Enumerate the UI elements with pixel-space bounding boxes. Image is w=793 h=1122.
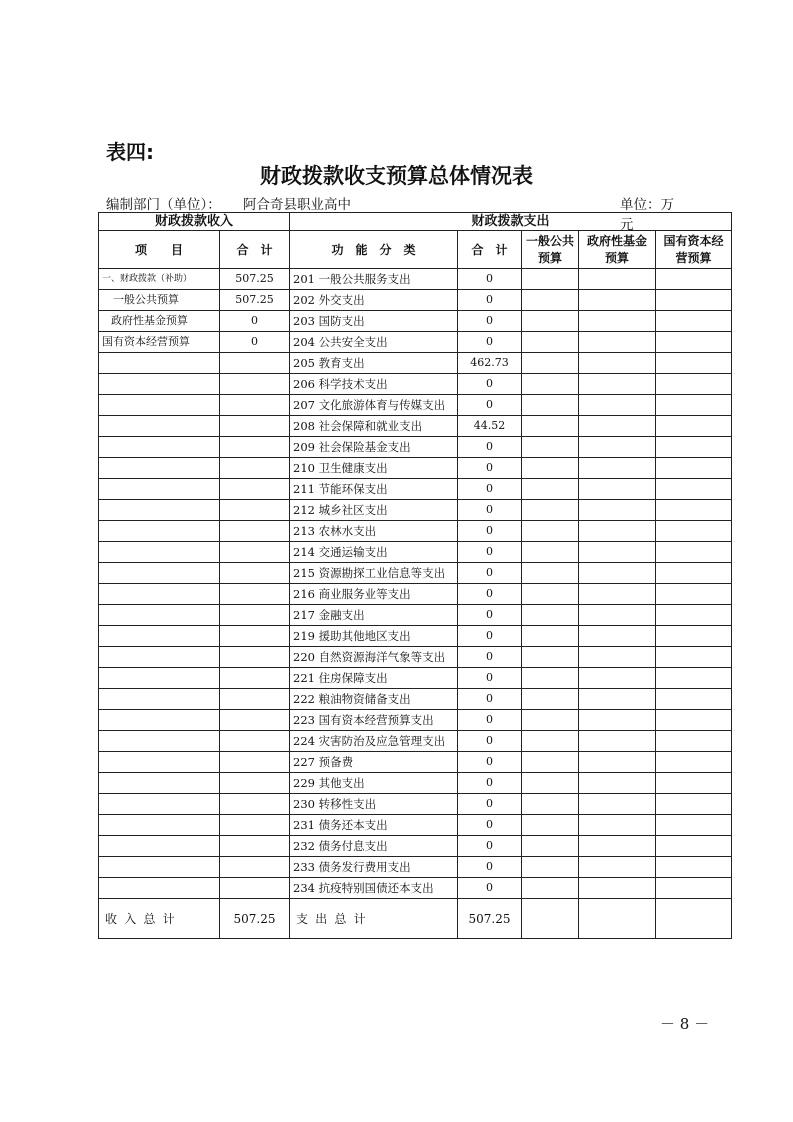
general-budget-cell bbox=[522, 311, 579, 332]
income-item-cell bbox=[99, 794, 220, 815]
general-budget-cell bbox=[522, 269, 579, 290]
function-class-cell: 231 债务还本支出 bbox=[290, 815, 458, 836]
table-row bbox=[99, 437, 732, 458]
income-item-cell bbox=[99, 773, 220, 794]
expense-amount-cell: 0 bbox=[458, 479, 522, 500]
function-class-cell: 209 社会保险基金支出 bbox=[290, 437, 458, 458]
state-capital-cell bbox=[656, 437, 732, 458]
table-row bbox=[99, 395, 732, 416]
gov-fund-cell bbox=[579, 626, 656, 647]
table-row bbox=[99, 857, 732, 878]
expense-amount-cell: 0 bbox=[458, 794, 522, 815]
expense-amount-cell: 0 bbox=[458, 437, 522, 458]
page-title: 财政拨款收支预算总体情况表 bbox=[260, 164, 533, 188]
general-budget-cell bbox=[522, 500, 579, 521]
general-budget-cell bbox=[522, 332, 579, 353]
table-row bbox=[99, 815, 732, 836]
state-capital-cell bbox=[656, 395, 732, 416]
income-amount-cell bbox=[220, 437, 290, 458]
expense-amount-cell: 44.52 bbox=[458, 416, 522, 437]
gov-fund-cell bbox=[579, 710, 656, 731]
gov-fund-cell bbox=[579, 731, 656, 752]
expense-amount-cell: 0 bbox=[458, 332, 522, 353]
table-row bbox=[99, 458, 732, 479]
income-item-cell bbox=[99, 521, 220, 542]
state-capital-cell bbox=[656, 794, 732, 815]
income-item-cell: 国有资本经营预算 bbox=[99, 332, 220, 353]
table-row bbox=[99, 500, 732, 521]
state-capital-cell bbox=[656, 689, 732, 710]
general-budget-cell bbox=[522, 437, 579, 458]
table-row bbox=[99, 563, 732, 584]
state-capital-cell bbox=[656, 416, 732, 437]
income-amount-cell bbox=[220, 836, 290, 857]
header-item: 项 目 bbox=[99, 231, 220, 269]
income-item-cell bbox=[99, 815, 220, 836]
function-class-cell: 220 自然资源海洋气象等支出 bbox=[290, 647, 458, 668]
gov-fund-cell bbox=[579, 542, 656, 563]
function-class-cell: 229 其他支出 bbox=[290, 773, 458, 794]
gov-fund-cell bbox=[579, 815, 656, 836]
general-budget-cell bbox=[522, 458, 579, 479]
function-class-cell: 232 债务付息支出 bbox=[290, 836, 458, 857]
function-class-cell: 230 转移性支出 bbox=[290, 794, 458, 815]
gov-fund-cell bbox=[579, 311, 656, 332]
income-amount-cell bbox=[220, 416, 290, 437]
function-class-cell: 212 城乡社区支出 bbox=[290, 500, 458, 521]
totals-row bbox=[99, 899, 732, 939]
general-budget-cell bbox=[522, 773, 579, 794]
income-item-cell bbox=[99, 437, 220, 458]
table-row bbox=[99, 794, 732, 815]
table-row bbox=[99, 542, 732, 563]
state-capital-cell bbox=[656, 521, 732, 542]
dept-name: 阿合奇县职业高中 bbox=[243, 197, 351, 213]
function-class-cell: 223 国有资本经营预算支出 bbox=[290, 710, 458, 731]
expense-amount-cell: 0 bbox=[458, 857, 522, 878]
general-budget-cell bbox=[522, 731, 579, 752]
income-amount-cell bbox=[220, 479, 290, 500]
function-class-cell: 222 粮油物资储备支出 bbox=[290, 689, 458, 710]
gov-fund-cell bbox=[579, 269, 656, 290]
gov-fund-cell bbox=[579, 584, 656, 605]
function-class-cell: 219 援助其他地区支出 bbox=[290, 626, 458, 647]
function-class-cell: 233 债务发行费用支出 bbox=[290, 857, 458, 878]
gov-fund-cell bbox=[579, 794, 656, 815]
general-budget-cell bbox=[522, 290, 579, 311]
income-amount-cell bbox=[220, 857, 290, 878]
state-capital-cell bbox=[656, 647, 732, 668]
general-budget-cell bbox=[522, 563, 579, 584]
gov-fund-cell bbox=[579, 836, 656, 857]
expense-amount-cell: 0 bbox=[458, 605, 522, 626]
function-class-cell: 208 社会保障和就业支出 bbox=[290, 416, 458, 437]
table-row bbox=[99, 773, 732, 794]
gov-fund-cell bbox=[579, 563, 656, 584]
table-row bbox=[99, 668, 732, 689]
expense-amount-cell: 0 bbox=[458, 668, 522, 689]
gov-fund-cell bbox=[579, 479, 656, 500]
income-amount-cell bbox=[220, 752, 290, 773]
gov-fund-cell bbox=[579, 290, 656, 311]
income-amount-cell bbox=[220, 731, 290, 752]
page-number: － 8 － bbox=[660, 1015, 710, 1033]
header-expense-total: 合 计 bbox=[458, 231, 522, 269]
state-capital-cell bbox=[656, 857, 732, 878]
function-class-cell: 202 外交支出 bbox=[290, 290, 458, 311]
general-budget-cell bbox=[522, 626, 579, 647]
table-row bbox=[99, 311, 732, 332]
expense-amount-cell: 0 bbox=[458, 500, 522, 521]
income-amount-cell: 507.25 bbox=[220, 269, 290, 290]
function-class-cell: 234 抗疫特别国债还本支出 bbox=[290, 878, 458, 899]
state-capital-cell bbox=[656, 479, 732, 500]
gov-fund-cell bbox=[579, 416, 656, 437]
table-row bbox=[99, 626, 732, 647]
function-class-cell: 224 灾害防治及应急管理支出 bbox=[290, 731, 458, 752]
gov-fund-total bbox=[579, 899, 656, 939]
header-expense-group: 财政拨款支出 bbox=[290, 213, 732, 231]
income-item-cell bbox=[99, 605, 220, 626]
state-capital-cell bbox=[656, 710, 732, 731]
function-class-cell: 227 预备费 bbox=[290, 752, 458, 773]
header-general-budget: 一般公共预算 bbox=[522, 231, 579, 269]
expense-amount-cell: 0 bbox=[458, 563, 522, 584]
expense-amount-cell: 0 bbox=[458, 689, 522, 710]
income-item-cell bbox=[99, 731, 220, 752]
state-capital-total bbox=[656, 899, 732, 939]
income-amount-cell bbox=[220, 584, 290, 605]
gov-fund-cell bbox=[579, 521, 656, 542]
table-row bbox=[99, 605, 732, 626]
income-item-cell bbox=[99, 878, 220, 899]
income-item-cell: 一般公共预算 bbox=[99, 290, 220, 311]
expense-amount-cell: 0 bbox=[458, 626, 522, 647]
income-item-cell bbox=[99, 710, 220, 731]
gov-fund-cell bbox=[579, 857, 656, 878]
general-budget-cell bbox=[522, 794, 579, 815]
function-class-cell: 210 卫生健康支出 bbox=[290, 458, 458, 479]
state-capital-cell bbox=[656, 815, 732, 836]
general-budget-cell bbox=[522, 479, 579, 500]
income-item-cell bbox=[99, 374, 220, 395]
header-income-group: 财政拨款收入 bbox=[99, 213, 290, 231]
header-row-group bbox=[99, 213, 732, 231]
income-item-cell bbox=[99, 857, 220, 878]
state-capital-cell bbox=[656, 836, 732, 857]
table-row bbox=[99, 332, 732, 353]
expense-amount-cell: 0 bbox=[458, 773, 522, 794]
expense-amount-cell: 0 bbox=[458, 269, 522, 290]
income-item-cell bbox=[99, 752, 220, 773]
expense-amount-cell: 0 bbox=[458, 542, 522, 563]
expense-amount-cell: 0 bbox=[458, 878, 522, 899]
table-row bbox=[99, 584, 732, 605]
unit-label: 单位：万元 bbox=[620, 197, 674, 233]
dept-label: 编制部门（单位）： bbox=[106, 197, 221, 213]
income-amount-cell bbox=[220, 500, 290, 521]
gov-fund-cell bbox=[579, 647, 656, 668]
general-budget-cell bbox=[522, 374, 579, 395]
state-capital-cell bbox=[656, 878, 732, 899]
general-budget-cell bbox=[522, 878, 579, 899]
gov-fund-cell bbox=[579, 689, 656, 710]
income-amount-cell bbox=[220, 563, 290, 584]
general-budget-cell bbox=[522, 668, 579, 689]
state-capital-cell bbox=[656, 668, 732, 689]
table-row bbox=[99, 689, 732, 710]
state-capital-cell bbox=[656, 731, 732, 752]
income-item-cell bbox=[99, 626, 220, 647]
function-class-cell: 207 文化旅游体育与传媒支出 bbox=[290, 395, 458, 416]
function-class-cell: 217 金融支出 bbox=[290, 605, 458, 626]
general-budget-cell bbox=[522, 353, 579, 374]
income-item-cell bbox=[99, 836, 220, 857]
gov-fund-cell bbox=[579, 668, 656, 689]
function-class-cell: 216 商业服务业等支出 bbox=[290, 584, 458, 605]
table-row bbox=[99, 710, 732, 731]
expense-total-label: 支出总计 bbox=[290, 899, 458, 939]
gov-fund-cell bbox=[579, 353, 656, 374]
state-capital-cell bbox=[656, 311, 732, 332]
expense-amount-cell: 0 bbox=[458, 458, 522, 479]
general-budget-cell bbox=[522, 542, 579, 563]
expense-amount-cell: 0 bbox=[458, 647, 522, 668]
income-item-cell bbox=[99, 416, 220, 437]
table-row bbox=[99, 479, 732, 500]
expense-amount-cell: 0 bbox=[458, 290, 522, 311]
income-amount-cell: 0 bbox=[220, 311, 290, 332]
state-capital-cell bbox=[656, 290, 732, 311]
general-budget-cell bbox=[522, 815, 579, 836]
table-row bbox=[99, 269, 732, 290]
income-amount-cell: 507.25 bbox=[220, 290, 290, 311]
income-amount-cell: 0 bbox=[220, 332, 290, 353]
general-budget-cell bbox=[522, 836, 579, 857]
table-row bbox=[99, 290, 732, 311]
income-amount-cell bbox=[220, 773, 290, 794]
income-item-cell bbox=[99, 584, 220, 605]
income-item-cell bbox=[99, 353, 220, 374]
table-row bbox=[99, 416, 732, 437]
income-amount-cell bbox=[220, 878, 290, 899]
gov-fund-cell bbox=[579, 458, 656, 479]
expense-amount-cell: 0 bbox=[458, 710, 522, 731]
income-amount-cell bbox=[220, 353, 290, 374]
state-capital-cell bbox=[656, 752, 732, 773]
state-capital-cell bbox=[656, 584, 732, 605]
income-amount-cell bbox=[220, 815, 290, 836]
income-amount-cell bbox=[220, 794, 290, 815]
state-capital-cell bbox=[656, 605, 732, 626]
header-gov-fund: 政府性基金预算 bbox=[579, 231, 656, 269]
gov-fund-cell bbox=[579, 374, 656, 395]
table-row bbox=[99, 752, 732, 773]
expense-amount-cell: 0 bbox=[458, 521, 522, 542]
income-item-cell bbox=[99, 563, 220, 584]
expense-amount-cell: 0 bbox=[458, 584, 522, 605]
income-amount-cell bbox=[220, 689, 290, 710]
function-class-cell: 205 教育支出 bbox=[290, 353, 458, 374]
expense-amount-cell: 0 bbox=[458, 752, 522, 773]
income-amount-cell bbox=[220, 605, 290, 626]
gov-fund-cell bbox=[579, 437, 656, 458]
gov-fund-cell bbox=[579, 878, 656, 899]
function-class-cell: 215 资源勘探工业信息等支出 bbox=[290, 563, 458, 584]
income-item-cell bbox=[99, 647, 220, 668]
header-state-capital: 国有资本经营预算 bbox=[656, 231, 732, 269]
general-budget-cell bbox=[522, 521, 579, 542]
income-total-label: 收入总计 bbox=[99, 899, 220, 939]
budget-table bbox=[98, 212, 732, 939]
expense-total-amount: 507.25 bbox=[458, 899, 522, 939]
function-class-cell: 214 交通运输支出 bbox=[290, 542, 458, 563]
expense-amount-cell: 0 bbox=[458, 836, 522, 857]
general-budget-cell bbox=[522, 416, 579, 437]
income-item-cell: 一、财政拨款（补助） bbox=[99, 269, 220, 290]
state-capital-cell bbox=[656, 374, 732, 395]
table-row bbox=[99, 521, 732, 542]
income-amount-cell bbox=[220, 458, 290, 479]
income-item-cell bbox=[99, 395, 220, 416]
expense-amount-cell: 0 bbox=[458, 395, 522, 416]
income-total-amount: 507.25 bbox=[220, 899, 290, 939]
function-class-cell: 201 一般公共服务支出 bbox=[290, 269, 458, 290]
expense-amount-cell: 0 bbox=[458, 311, 522, 332]
state-capital-cell bbox=[656, 626, 732, 647]
income-item-cell bbox=[99, 668, 220, 689]
income-item-cell bbox=[99, 542, 220, 563]
gov-fund-cell bbox=[579, 395, 656, 416]
general-budget-cell bbox=[522, 647, 579, 668]
expense-amount-cell: 462.73 bbox=[458, 353, 522, 374]
table-row bbox=[99, 647, 732, 668]
table-row bbox=[99, 878, 732, 899]
general-budget-cell bbox=[522, 710, 579, 731]
function-class-cell: 211 节能环保支出 bbox=[290, 479, 458, 500]
state-capital-cell bbox=[656, 353, 732, 374]
state-capital-cell bbox=[656, 563, 732, 584]
income-item-cell bbox=[99, 689, 220, 710]
function-class-cell: 203 国防支出 bbox=[290, 311, 458, 332]
income-amount-cell bbox=[220, 521, 290, 542]
table-row bbox=[99, 731, 732, 752]
income-amount-cell bbox=[220, 710, 290, 731]
income-item-cell bbox=[99, 458, 220, 479]
gov-fund-cell bbox=[579, 332, 656, 353]
general-budget-total bbox=[522, 899, 579, 939]
state-capital-cell bbox=[656, 542, 732, 563]
general-budget-cell bbox=[522, 689, 579, 710]
header-row-columns bbox=[99, 231, 732, 269]
income-amount-cell bbox=[220, 668, 290, 689]
income-amount-cell bbox=[220, 626, 290, 647]
state-capital-cell bbox=[656, 269, 732, 290]
table-row bbox=[99, 353, 732, 374]
expense-amount-cell: 0 bbox=[458, 731, 522, 752]
function-class-cell: 206 科学技术支出 bbox=[290, 374, 458, 395]
income-amount-cell bbox=[220, 542, 290, 563]
header-income-total: 合 计 bbox=[220, 231, 290, 269]
table-row bbox=[99, 374, 732, 395]
expense-amount-cell: 0 bbox=[458, 374, 522, 395]
income-item-cell bbox=[99, 479, 220, 500]
gov-fund-cell bbox=[579, 752, 656, 773]
general-budget-cell bbox=[522, 752, 579, 773]
state-capital-cell bbox=[656, 500, 732, 521]
gov-fund-cell bbox=[579, 500, 656, 521]
income-amount-cell bbox=[220, 395, 290, 416]
function-class-cell: 221 住房保障支出 bbox=[290, 668, 458, 689]
function-class-cell: 213 农林水支出 bbox=[290, 521, 458, 542]
income-item-cell: 政府性基金预算 bbox=[99, 311, 220, 332]
header-function-class: 功 能 分 类 bbox=[290, 231, 458, 269]
gov-fund-cell bbox=[579, 605, 656, 626]
income-amount-cell bbox=[220, 374, 290, 395]
income-amount-cell bbox=[220, 647, 290, 668]
table-row bbox=[99, 836, 732, 857]
state-capital-cell bbox=[656, 332, 732, 353]
general-budget-cell bbox=[522, 395, 579, 416]
income-item-cell bbox=[99, 500, 220, 521]
state-capital-cell bbox=[656, 773, 732, 794]
gov-fund-cell bbox=[579, 773, 656, 794]
general-budget-cell bbox=[522, 605, 579, 626]
general-budget-cell bbox=[522, 584, 579, 605]
function-class-cell: 204 公共安全支出 bbox=[290, 332, 458, 353]
general-budget-cell bbox=[522, 857, 579, 878]
state-capital-cell bbox=[656, 458, 732, 479]
expense-amount-cell: 0 bbox=[458, 815, 522, 836]
table-label: 表四: bbox=[106, 140, 154, 164]
